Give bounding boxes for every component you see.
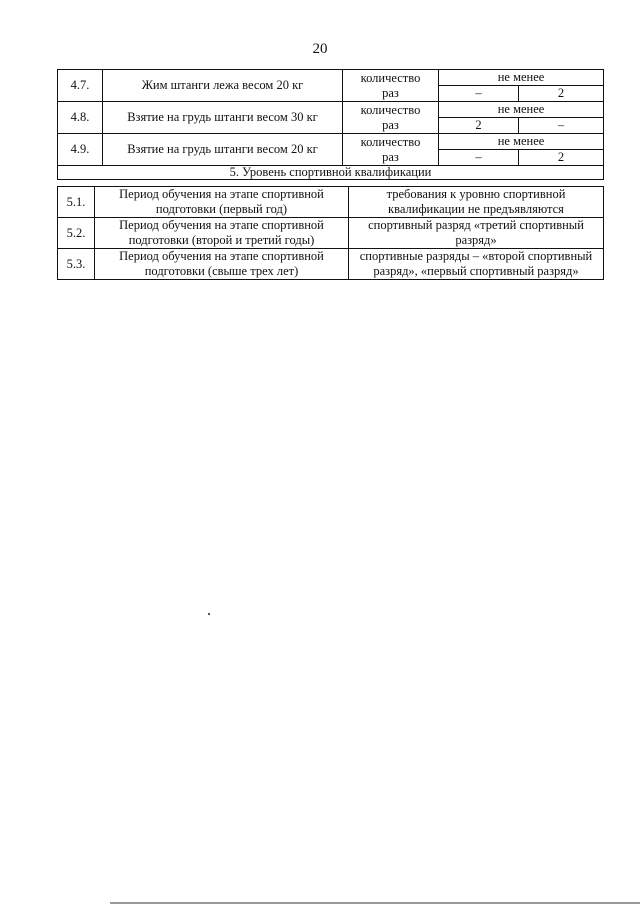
unit-line: количество	[360, 134, 421, 149]
qualification-number: 5.2.	[58, 218, 95, 249]
table-row	[58, 166, 604, 180]
test-name: Взятие на грудь штанги весом 30 кг	[103, 102, 343, 134]
table-row	[58, 102, 604, 118]
test-number: 4.9.	[58, 134, 103, 166]
qualification-requirement: требования к уровню спортивной квалификации не предъявляются	[349, 187, 604, 218]
control-tests-table	[57, 69, 604, 180]
page-bottom-edge	[110, 902, 640, 904]
qualification-period: Период обучения на этапе спортивной подготовки (первый год)	[95, 187, 349, 218]
page-number: 20	[312, 41, 328, 57]
unit-line: количество	[360, 102, 421, 117]
qualification-period: Период обучения на этапе спортивной подготовки (свыше трех лет)	[95, 249, 349, 280]
qualification-number: 5.3.	[58, 249, 95, 280]
table-row	[58, 249, 604, 280]
norm-value: 2	[519, 150, 604, 166]
test-number: 4.8.	[58, 102, 103, 134]
norm-value: –	[439, 150, 519, 166]
test-name: Жим штанги лежа весом 20 кг	[103, 70, 343, 102]
table-row	[58, 70, 604, 86]
table-row	[58, 187, 604, 218]
norm-header: не менее	[439, 102, 604, 118]
qualification-period: Период обучения на этапе спортивной подготовки (второй и третий годы)	[95, 218, 349, 249]
norm-value: –	[439, 86, 519, 102]
norm-value: –	[519, 118, 604, 134]
scan-speck	[208, 613, 210, 615]
norm-header: не менее	[439, 134, 604, 150]
norm-value: 2	[439, 118, 519, 134]
test-number: 4.7.	[58, 70, 103, 102]
unit-line: количество	[360, 70, 421, 85]
table-row	[58, 218, 604, 249]
qualification-table	[57, 186, 604, 280]
qualification-requirement: спортивные разряды – «второй спортивный разряд», «первый спортивный разряд»	[349, 249, 604, 280]
table-row	[58, 134, 604, 150]
test-unit	[343, 102, 439, 134]
unit-line: раз	[382, 149, 399, 164]
test-unit	[343, 70, 439, 102]
test-unit	[343, 134, 439, 166]
qualification-number: 5.1.	[58, 187, 95, 218]
norm-value: 2	[519, 86, 604, 102]
unit-line: раз	[382, 85, 399, 100]
qualification-requirement: спортивный разряд «третий спортивный разряд»	[349, 218, 604, 249]
section-title: 5. Уровень спортивной квалификации	[58, 166, 604, 180]
test-name: Взятие на грудь штанги весом 20 кг	[103, 134, 343, 166]
norm-header: не менее	[439, 70, 604, 86]
unit-line: раз	[382, 117, 399, 132]
